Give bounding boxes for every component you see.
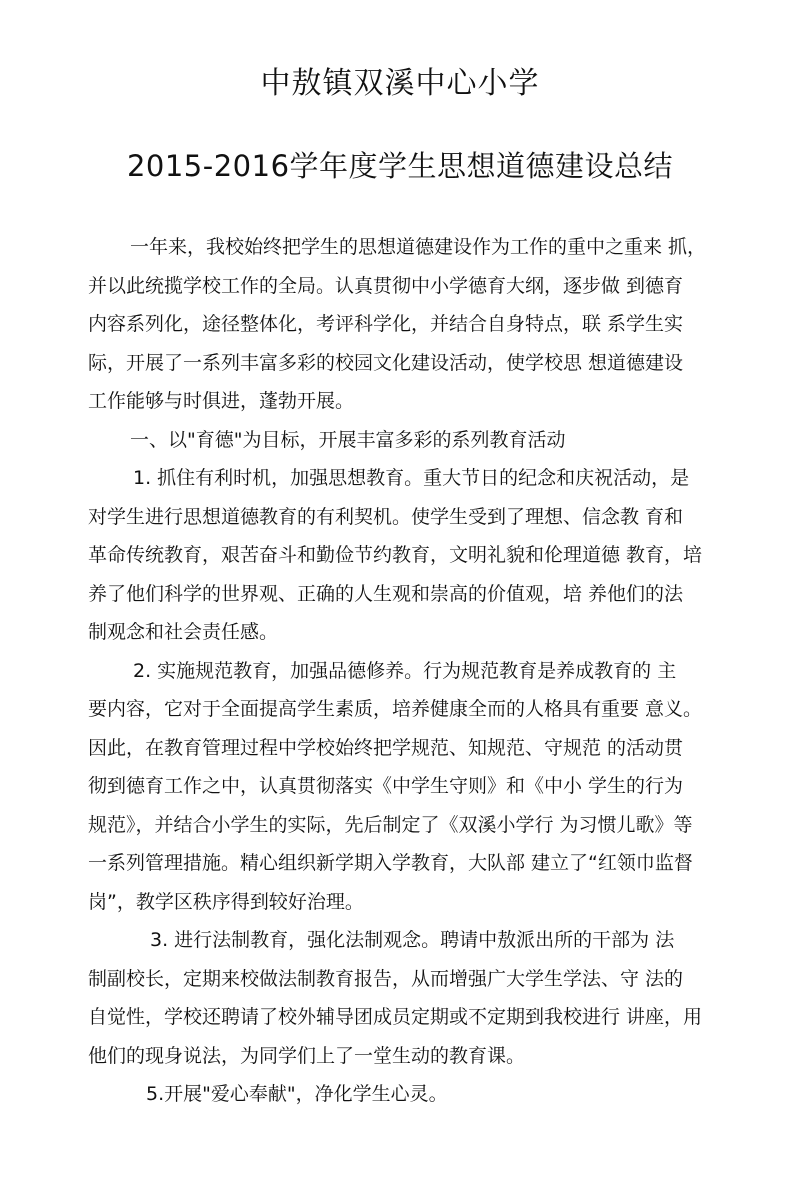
paragraph-line: 岗”，教学区秩序得到较好治理。 — [88, 890, 364, 913]
paragraph-line: 1. 抓住有利时机，加强思想教育。重大节日的纪念和庆祝活动，是 — [133, 467, 690, 489]
document-body — [88, 228, 718, 1114]
paragraph-line: 5.开展"爱心奉献"，净化学生心灵。 — [146, 1083, 448, 1105]
paragraph-line: 2. 实施规范教育，加强品德修养。行为规范教育是养成教育的 主 — [133, 659, 677, 682]
paragraph-line: 并以此统揽学校工作的全局。认真贯彻中小学德育大纲，逐步做 到德育 — [88, 274, 684, 297]
paragraph-line: 自觉性，学校还聘请了校外辅导团成员定期或不定期到我校进行 讲座，用 — [88, 1006, 703, 1028]
paragraph-line: 一年来，我校始终把学生的思想道德建设作为工作的重中之重来 抓， — [130, 236, 707, 258]
paragraph-line: 彻到德育工作之中，认真贯彻落实《中学生守则》和《中小 学生的行为 — [88, 775, 684, 797]
paragraph-line: 工作能够与时俱进，蓬勃开展。 — [88, 390, 355, 412]
paragraph-line: 因此，在教育管理过程中学校始终把学规范、知规范、守规范 的活动贯 — [88, 736, 684, 759]
school-name-title: 中敖镇双溪中心小学 — [260, 66, 540, 101]
paragraph-line: 规范》，并结合小学生的实际，先后制定了《双溪小学行 为习惯儿歌》等 — [88, 813, 693, 836]
paragraph-line: 要内容，它对于全面提高学生素质，培养健康全而的人格具有重要 意义。 — [88, 698, 703, 720]
paragraph-line: 3. 进行法制教育，强化法制观念。聘请中敖派出所的干部为 法 — [150, 929, 675, 951]
paragraph-line: 一系列管理措施。精心组织新学期入学教育，大队部 建立了“红领巾监督 — [88, 852, 693, 874]
section-heading: 一、以"育德"为目标，开展丰富多彩的系列教育活动 — [130, 428, 566, 451]
paragraph-line: 制副校长，定期来校做法制教育报告，从而增强广大学生学法、守 法的 — [88, 967, 684, 990]
report-title: 2015-2016学年度学生思想道德建设总结 — [126, 149, 674, 183]
paragraph-line: 制观念和社会责任感。 — [88, 621, 279, 643]
paragraph-line: 际，开展了一系列丰富多彩的校园文化建设活动，使学校思 想道德建设 — [88, 351, 684, 374]
paragraph-line: 养了他们科学的世界观、正确的人生观和崇高的价值观，培 养他们的法 — [88, 582, 684, 605]
paragraph-line: 内容系列化，途径整体化，考评科学化，并结合自身特点，联 系学生实 — [88, 313, 684, 335]
paragraph-line: 他们的现身说法，为同学们上了一堂生动的教育课。 — [88, 1044, 526, 1067]
paragraph-line: 革命传统教育，艰苦奋斗和勤俭节约教育，文明礼貌和伦理道德 教育，培 — [88, 544, 703, 566]
paragraph-line: 对学生进行思想道德教育的有利契机。使学生受到了理想、信念教 育和 — [88, 505, 684, 528]
